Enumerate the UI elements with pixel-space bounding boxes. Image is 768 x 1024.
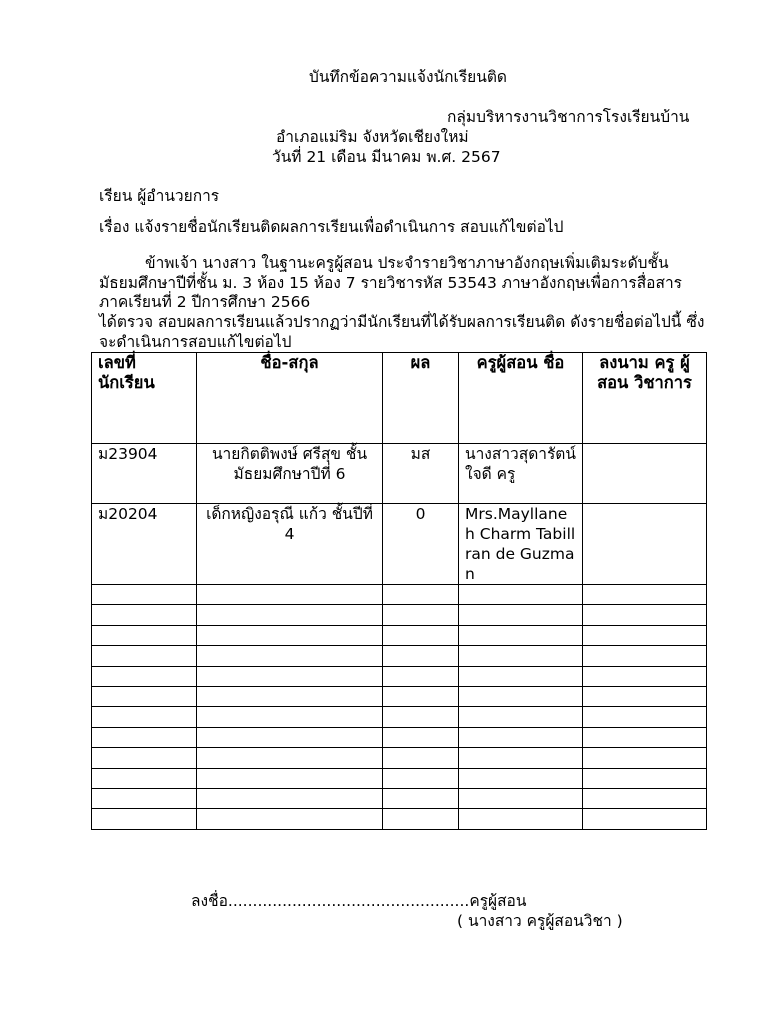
empty-row <box>92 707 707 727</box>
cell-name: เด็กหญิงอรุณี แก้ว ชั้นปีที่ 4 <box>197 504 383 585</box>
cell-result: มส <box>383 444 459 504</box>
body-paragraph-1: ข้าพเจ้า นางสาว ในฐานะครูผู้สอน ประจำรายวิชาภาษาอังกฤษเพิ่มเติมระดับชั้นมัธยมศึกษาปีที่ชั้น ม. 3 ห้อง 15 ห้อง 7 รายวิชารหัส 53543 ภาษาอังกฤษเพื่อการสื่อสาร ภาคเรียนที่ 2 ปีการศึกษา 2566 <box>99 254 682 311</box>
cell-student-id: ม23904 <box>92 444 197 504</box>
empty-row <box>92 788 707 808</box>
date-line: วันที่ 21 เดือน มีนาคม พ.ศ. 2567 <box>272 148 501 166</box>
cell-result: 0 <box>383 504 459 585</box>
cell-signature <box>583 504 707 585</box>
signature-line: ลงชื่อ.................................................ครูผู้สอน <box>191 892 527 910</box>
header-signature: ลงนาม ครู ผู้สอน วิชาการ <box>583 353 707 444</box>
location-line: อำเภอแม่ริม จังหวัดเชียงใหม่ <box>276 128 469 146</box>
header-student-id: เลขที่ นักเรียน <box>92 353 197 444</box>
body-paragraph-2: ได้ตรวจ สอบผลการเรียนแล้วปรากฏว่ามีนักเรียนที่ได้รับผลการเรียนติด ดังรายชื่อต่อไปนี้ ซึ่งจะดำเนินการสอบแก้ไขต่อไป <box>99 313 705 351</box>
empty-row <box>92 666 707 686</box>
empty-row <box>92 585 707 605</box>
cell-teacher: นางสาวสุดารัตน์ ใจดี ครู <box>459 444 583 504</box>
cell-name: นายกิตติพงษ์ ศรีสุข ชั้นมัธยมศึกษาปีที่ 6 <box>197 444 383 504</box>
subject-line: เรื่อง แจ้งรายชื่อนักเรียนติดผลการเรียนเพื่อดำเนินการ สอบแก้ไขต่อไป <box>99 218 564 236</box>
header-name: ชื่อ-สกุล <box>197 353 383 444</box>
signature-name: ( นางสาว ครูผู้สอนวิชา ) <box>457 912 623 930</box>
empty-row <box>92 686 707 706</box>
student-table <box>91 352 707 830</box>
header-teacher: ครูผู้สอน ชื่อ <box>459 353 583 444</box>
empty-row <box>92 748 707 768</box>
to-line: เรียน ผู้อำนวยการ <box>99 187 220 205</box>
header-result: ผล <box>383 353 459 444</box>
table-row <box>92 504 707 585</box>
cell-student-id: ม20204 <box>92 504 197 585</box>
table-header-row <box>92 353 707 444</box>
cell-signature <box>583 444 707 504</box>
empty-row <box>92 727 707 747</box>
empty-row <box>92 646 707 666</box>
table-row <box>92 444 707 504</box>
empty-row <box>92 625 707 645</box>
empty-row <box>92 809 707 829</box>
org-line: กลุ่มบริหารงานวิชาการโรงเรียนบ้าน <box>447 108 690 126</box>
empty-row <box>92 768 707 788</box>
empty-row <box>92 605 707 625</box>
document-title: บันทึกข้อความแจ้งนักเรียนติด <box>309 68 507 86</box>
cell-teacher: Mrs.Mayllaneh Charm Tabillran de Guzman <box>459 504 583 585</box>
